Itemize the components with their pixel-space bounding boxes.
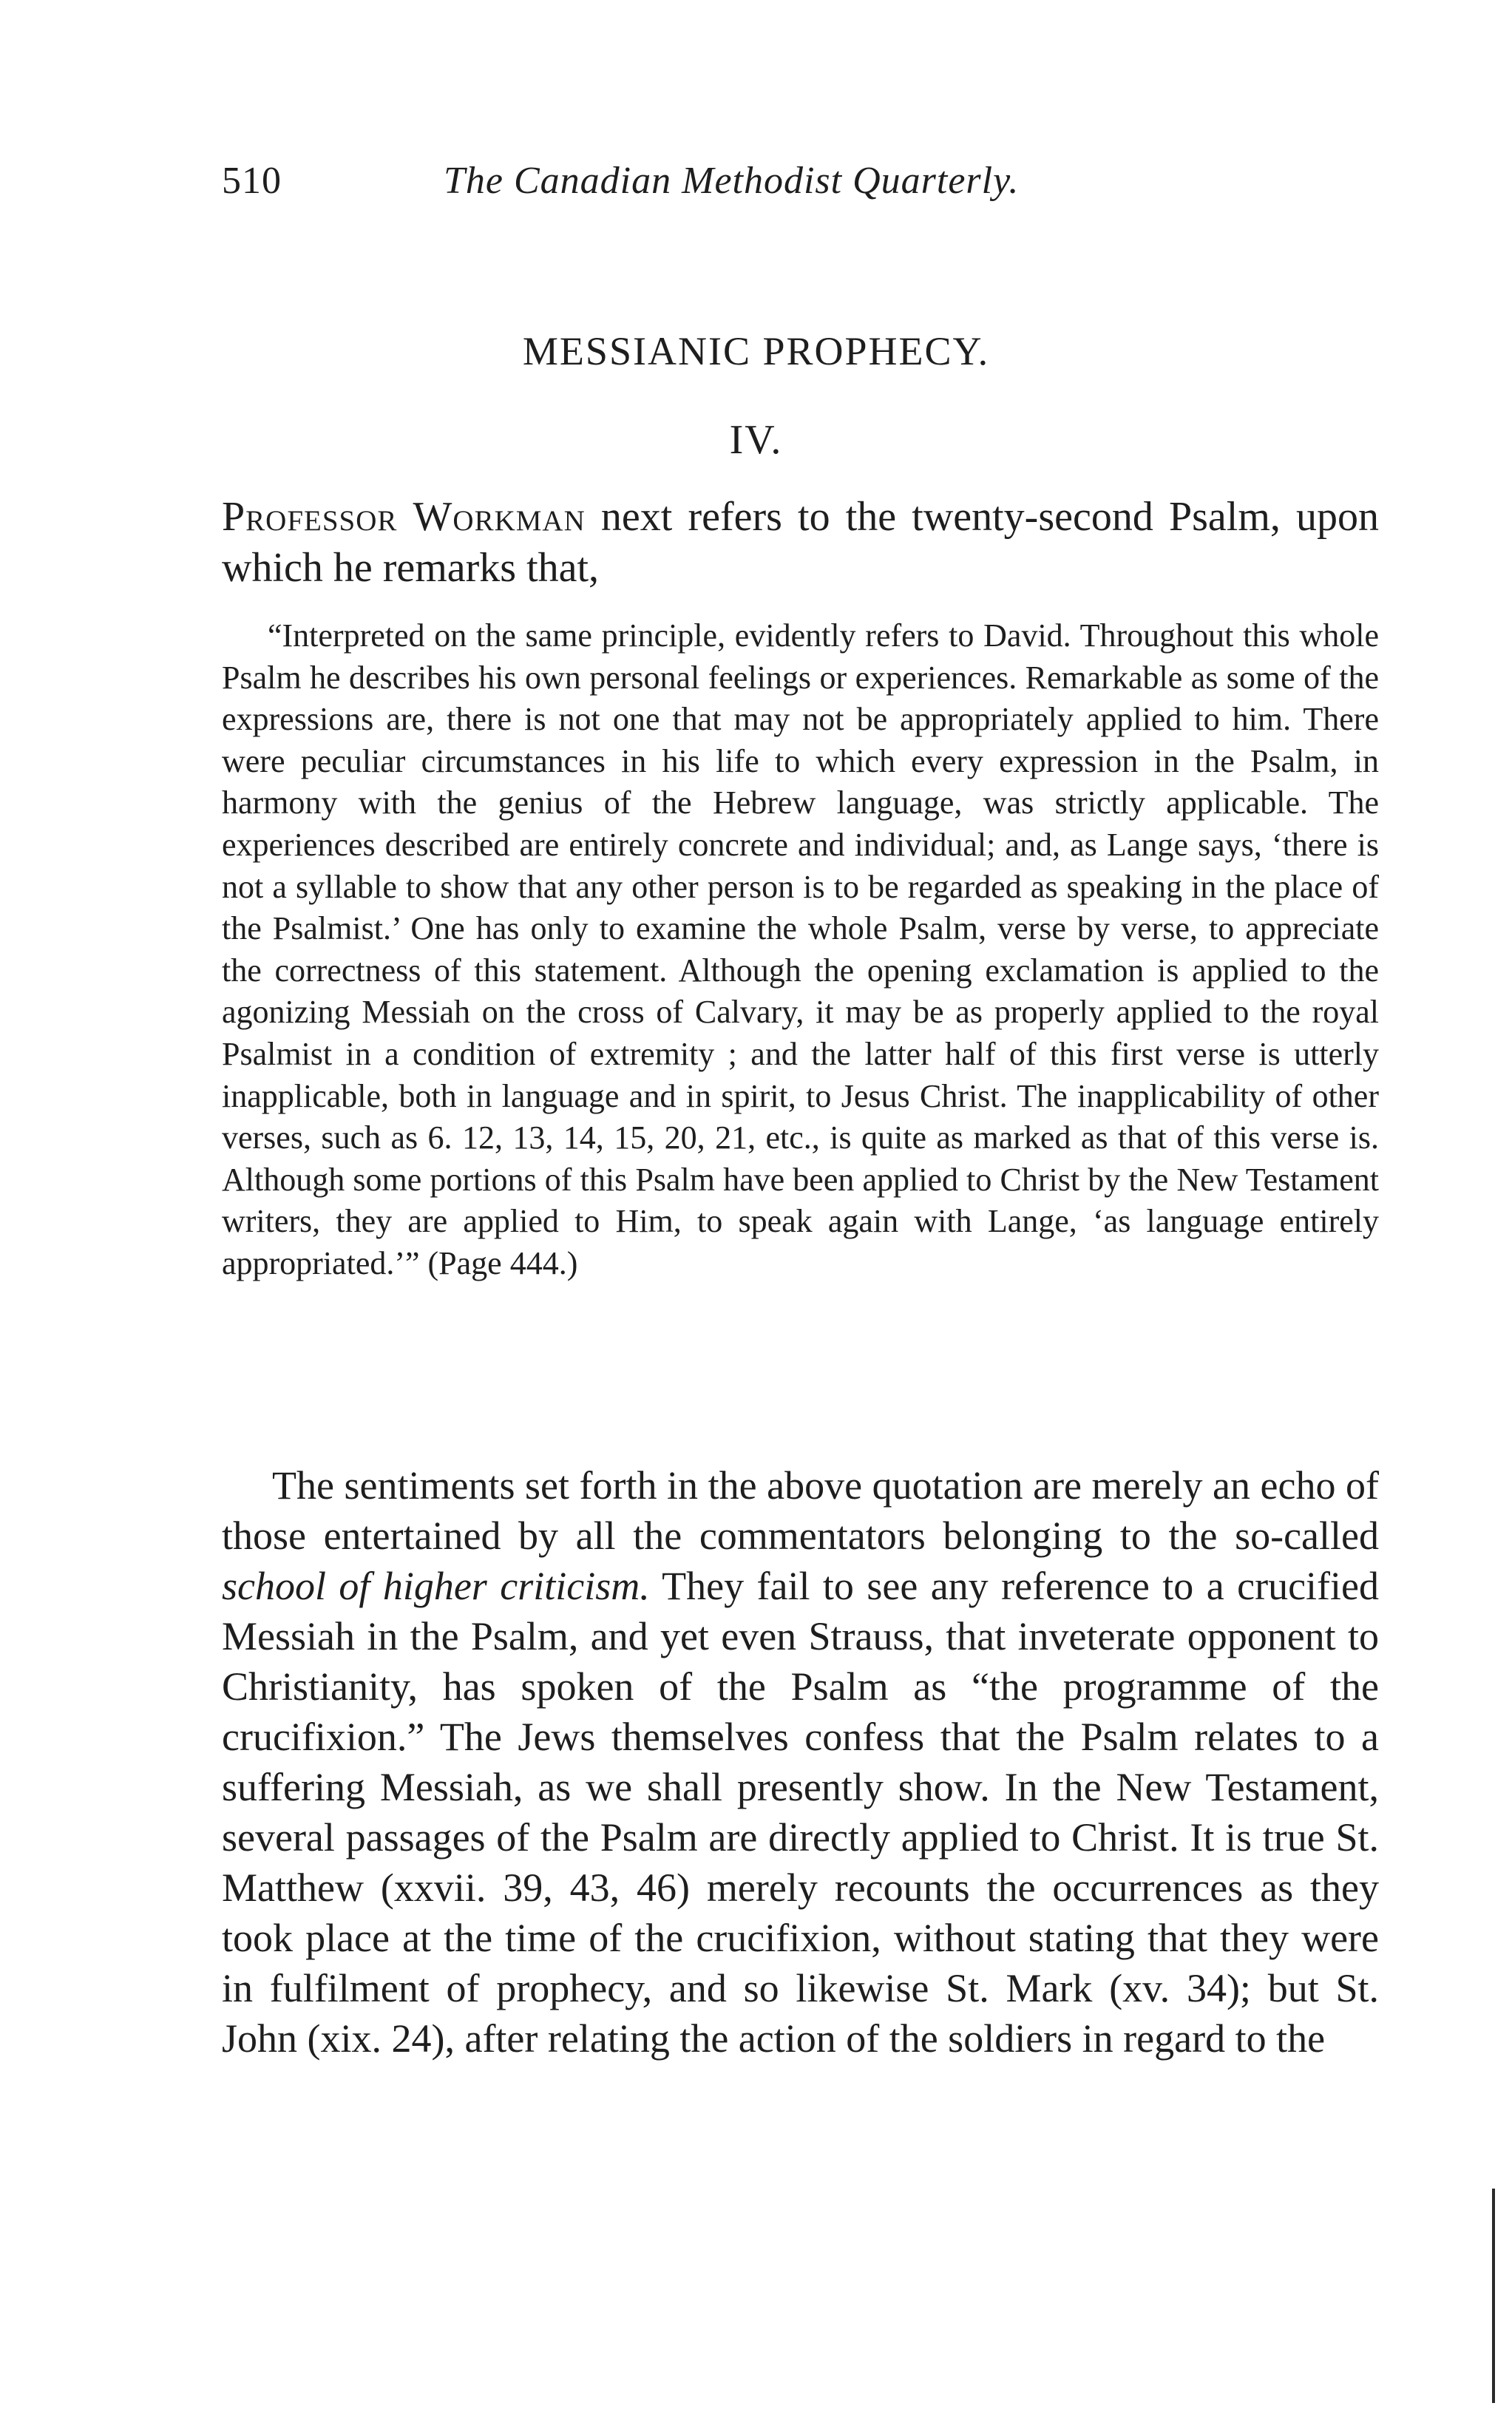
italic-phrase: school of higher criticism. xyxy=(222,1564,650,1608)
page-number: 510 xyxy=(222,160,282,202)
part-number: IV. xyxy=(729,417,783,463)
block-quotation: “Interpreted on the same principle, evidently refers to David. Throughout this whole Psalm he describes his own personal feelings or experiences. Remarkable as some of the expressions are, there is not one that may not be appropriately applied to him. There were peculiar circumstances in his life to which every expression in the Psalm, in harmony with the genius of the Hebrew language, was strictly applicable. The experiences described are entirely concrete and individual; and, as Lange says, ‘there is not a syllable to show that any other person is to be regarded as speaking in the place of the Psalmist.’ One has only to examine the whole Psalm, verse by verse, to appreciate the correctness of this statement. Although the opening exclamation is applied to the agonizing Messiah on the cross of Calvary, it may be as properly applied to the royal Psalmist in a condition of extremity ; and the latter half of this first verse is utterly inapplicable, both in language and in spirit, to Jesus Christ. The inapplicability of other verses, such as 6. 12, 13, 14, 15, 20, 21, etc., is quite as marked as that of this verse is. Although some portions of this Psalm have been applied to Christ by the New Testament writers, they are applied to Him, to speak again with Lange, ‘as language entirely appropriated.’” (Page 444.) xyxy=(222,617,1379,1281)
author-last-name: Workman xyxy=(413,494,586,540)
journal-title: The Canadian Methodist Quarterly. xyxy=(444,160,1020,202)
running-head xyxy=(222,152,1183,211)
scan-margin-line xyxy=(1492,2189,1495,2403)
body-text-rest: They fail to see any reference to a crucified Messiah in the Psalm, and yet even Strauss, that inveterate opponent to Christianity, has spoken of the Psalm as “the programme of the crucifixion.” The Jews themselves confess that the Psalm relates to a suffering Messiah, as we shall presently show. In the New Testament, several passages of the Psalm are directly applied to Christ. It is true St. Matthew (xxvii. 39, 43, 46) merely recounts the occurrences as they took place at the time of the crucifixion, without stating that they were in fulfilment of prophecy, and so likewise St. Mark (xv. 34); but St. John (xix. 24), after relating the action of the soldiers in regard to the xyxy=(222,1564,1379,2061)
lead-paragraph xyxy=(222,492,1379,594)
lead-text: next refers to the twenty-second Psalm, upon which he remarks that, xyxy=(222,494,1380,591)
author-first-name: Professor xyxy=(222,494,398,540)
body-text-start: The sentiments set forth in the above quotation are merely an echo of those entertained by all the commentators belonging to the so-called xyxy=(222,1463,1379,1558)
article-title: MESSIANIC PROPHECY. xyxy=(522,329,990,373)
body-paragraph xyxy=(222,1460,1379,2064)
